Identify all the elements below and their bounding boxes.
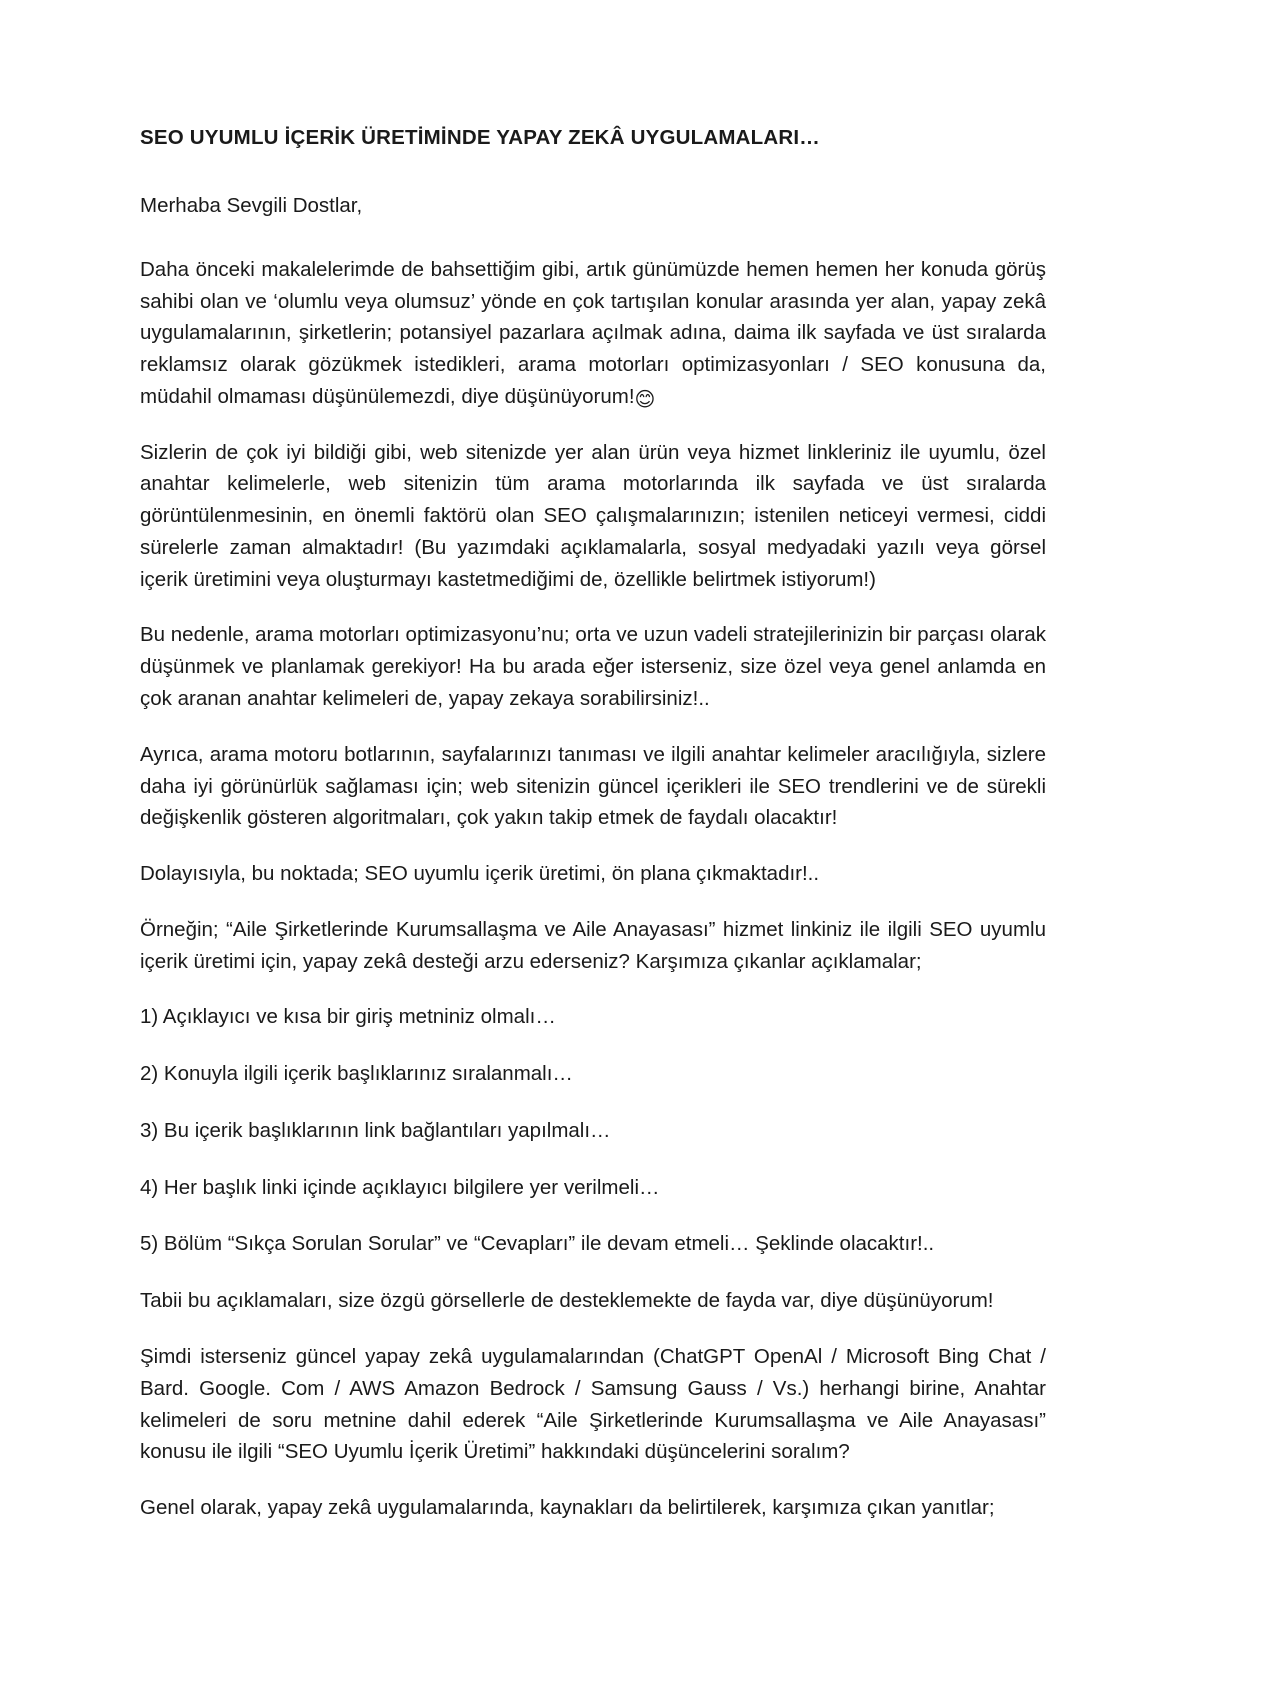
paragraph-answers-lead: Genel olarak, yapay zekâ uygulamalarında, kaynakları da belirtilerek, karşımıza çıkan yanıtlar; — [140, 1496, 995, 1520]
greeting-line: Merhaba Sevgili Dostlar, — [140, 193, 363, 217]
list-item: 2) Konuyla ilgili içerik başlıklarınız sıralanmalı… — [140, 1062, 573, 1086]
paragraph-seo-keywords: Sizlerin de çok iyi bildiği gibi, web sitenizde yer alan ürün veya hizmet linkleriniz ile uyumlu, özel anahtar kelimelerle, web sitenizin tüm arama motorlarında ilk sayfada ve üst sıralarda görüntülenmesinin, en önemli faktörü olan SEO çalışmalarınızın; istenilen neticeyi vermesi, ciddi sürelerle zaman almaktadır! (Bu yazımdaki açıklamalarla, sosyal medyadaki yazılı veya görsel içerik üretimini veya oluşturmayı kastetmediğimi de, özellikle belirtmek istiyorum!) — [140, 440, 1046, 591]
smiling-face-emoji-icon: 😊 — [634, 386, 656, 411]
page-title: SEO UYUMLU İÇERİK ÜRETİMİNDE YAPAY ZEKÂ UYGULAMALARI… — [140, 126, 820, 149]
list-item: 5) Bölüm “Sıkça Sorulan Sorular” ve “Cevapları” ile devam etmeli… Şeklinde olacaktır!.. — [140, 1232, 935, 1256]
document-body — [140, 124, 1046, 1548]
paragraph-example-prompt: Örneğin; “Aile Şirketlerinde Kurumsallaşma ve Aile Anayasası” hizmet linkiniz ile ilgili SEO uyumlu içerik üretimi için, yapay zekâ desteği arzu ederseniz? Karşımıza çıkanlar açıklamalar; — [140, 917, 1046, 973]
paragraph-intro-text: Daha önceki makalelerimde de bahsettiğim gibi, artık günümüzde hemen hemen her konuda görüş sahibi olan ve ‘olumlu veya olumsuz’ yönde en çok tartışılan konular arasında yer alan, yapay zekâ uygulamalarının, şirketlerin; potansiyel pazarlara açılmak adına, daima ilk sayfada ve üst sıralarda reklamsız olarak gözükmek istedikleri, arama motorları optimizasyonları / SEO konusuna da, müdahil olmaması düşünülemezdi, diye düşünüyorum! — [140, 257, 1046, 408]
list-item: 4) Her başlık linki içinde açıklayıcı bilgilere yer verilmeli… — [140, 1175, 660, 1199]
paragraph-intro — [140, 254, 1046, 413]
paragraph-crawler-bots: Ayrıca, arama motoru botlarının, sayfalarınızı tanıması ve ilgili anahtar kelimeler aracılığıyla, sizlere daha iyi görünürlük sağlaması için; web sitenizin güncel içerikleri ile SEO trendlerini ve de sürekli değişkenlik gösteren algoritmaları, çok yakın takip etmek de faydalı olacaktır! — [140, 742, 1046, 830]
paragraph-visuals-tip: Tabii bu açıklamaları, size özgü görsellerle de desteklemekte de fayda var, diye düşünüyorum! — [140, 1289, 994, 1313]
paragraph-strategy: Bu nedenle, arama motorları optimizasyonu’nu; orta ve uzun vadeli stratejilerinizin bir parçası olarak düşünmek ve planlamak gerekiyor! Ha bu arada eğer isterseniz, size özel veya genel anlamda en çok aranan anahtar kelimeleri de, yapay zekaya sorabilirsiniz!.. — [140, 623, 1046, 711]
paragraph-ai-tools-list: Şimdi isterseniz güncel yapay zekâ uygulamalarından (ChatGPT OpenAl / Microsoft Bing Chat / Bard. Google. Com / AWS Amazon Bedrock / Samsung Gauss / Vs.) herhangi birine, Anahtar kelimeleri de soru metnine dahil ederek “Aile Şirketlerinde Kurumsallaşma ve Aile Anayasası” konusu ile ilgili “SEO Uyumlu İçerik Üretimi” hakkındaki düşüncelerini soralım? — [140, 1344, 1046, 1464]
list-item: 1) Açıklayıcı ve kısa bir giriş metniniz olmalı… — [140, 1005, 556, 1029]
list-item: 3) Bu içerik başlıklarının link bağlantıları yapılmalı… — [140, 1118, 611, 1142]
paragraph-conclusion-lead: Dolayısıyla, bu noktada; SEO uyumlu içerik üretimi, ön plana çıkmaktadır!.. — [140, 862, 820, 886]
